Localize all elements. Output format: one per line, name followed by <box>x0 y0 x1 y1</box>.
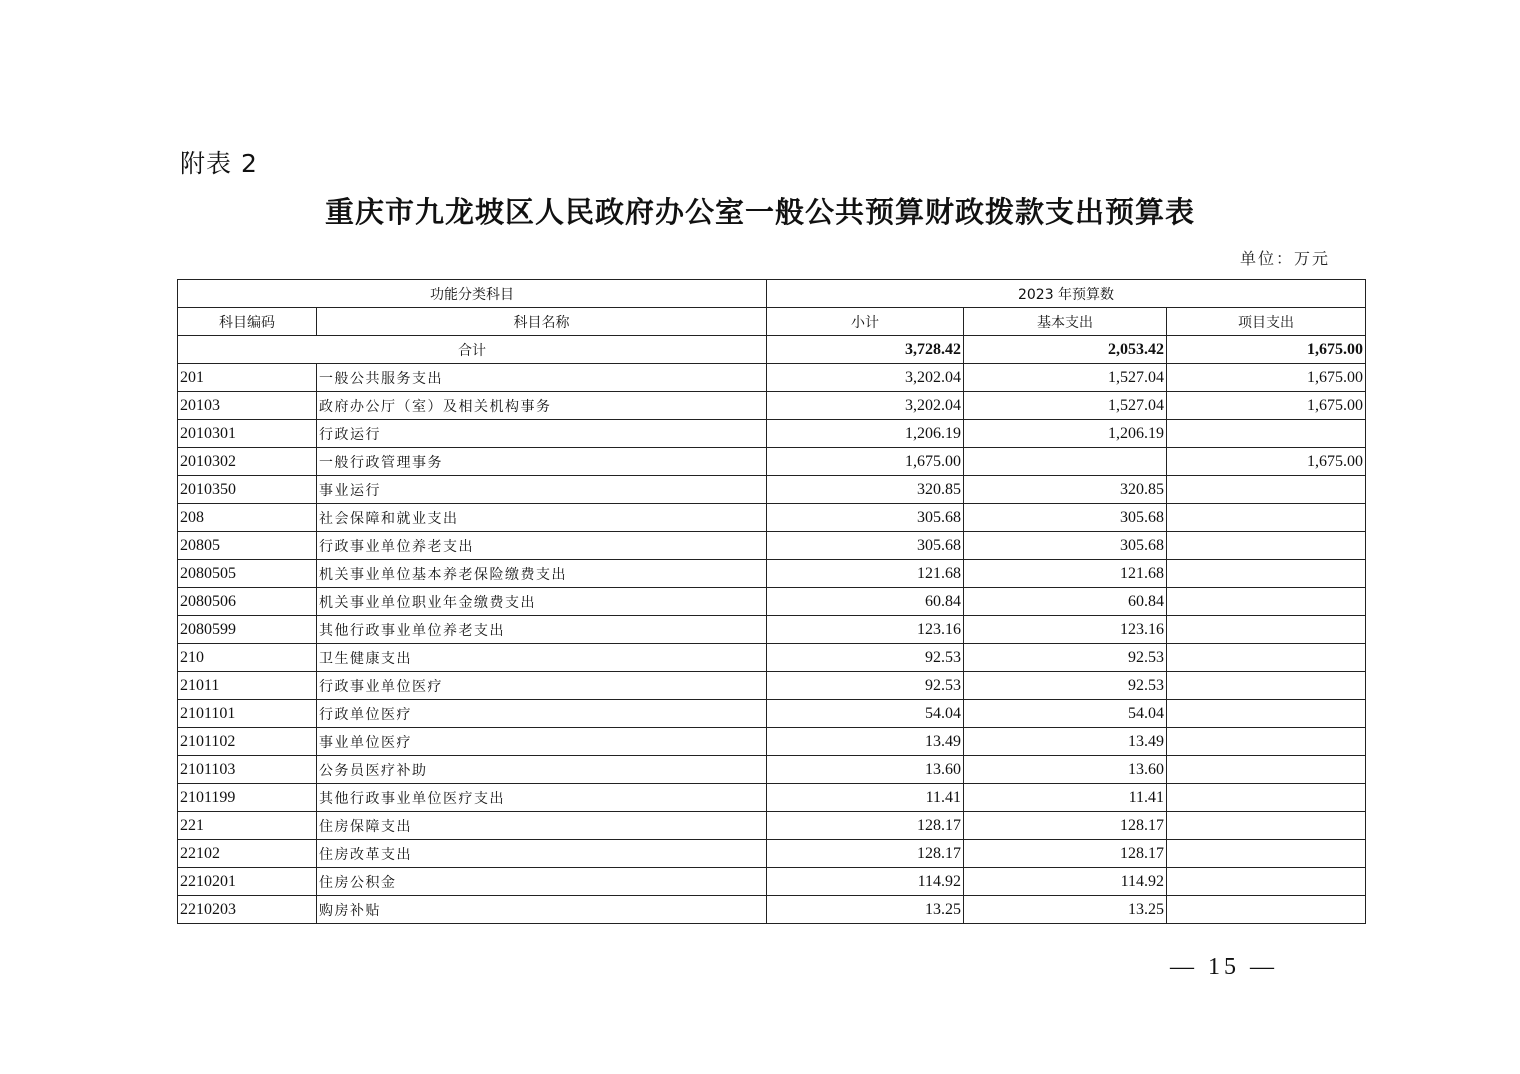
row-code: 210 <box>178 644 317 672</box>
row-basic <box>964 448 1167 476</box>
row-project <box>1167 644 1366 672</box>
table-row <box>178 644 1366 672</box>
row-project <box>1167 532 1366 560</box>
row-name: 机关事业单位基本养老保险缴费支出 <box>317 560 767 588</box>
row-project <box>1167 812 1366 840</box>
row-subtotal: 121.68 <box>767 560 964 588</box>
header-group-row <box>178 280 1366 308</box>
row-code: 2010350 <box>178 476 317 504</box>
row-project <box>1167 896 1366 924</box>
row-name: 政府办公厅（室）及相关机构事务 <box>317 392 767 420</box>
row-subtotal: 305.68 <box>767 504 964 532</box>
row-project <box>1167 420 1366 448</box>
row-subtotal: 305.68 <box>767 532 964 560</box>
table-row <box>178 420 1366 448</box>
row-code: 2101199 <box>178 784 317 812</box>
row-subtotal: 114.92 <box>767 868 964 896</box>
row-subtotal: 92.53 <box>767 644 964 672</box>
row-name: 住房保障支出 <box>317 812 767 840</box>
header-project: 项目支出 <box>1167 308 1366 336</box>
total-basic: 2,053.42 <box>964 336 1167 364</box>
row-project: 1,675.00 <box>1167 448 1366 476</box>
row-code: 2101101 <box>178 700 317 728</box>
row-subtotal: 128.17 <box>767 812 964 840</box>
row-name: 行政运行 <box>317 420 767 448</box>
row-subtotal: 60.84 <box>767 588 964 616</box>
row-project: 1,675.00 <box>1167 364 1366 392</box>
header-budget-2023: 2023 年预算数 <box>767 280 1366 308</box>
table-row <box>178 392 1366 420</box>
row-name: 一般行政管理事务 <box>317 448 767 476</box>
row-name: 行政单位医疗 <box>317 700 767 728</box>
row-project: 1,675.00 <box>1167 392 1366 420</box>
row-basic: 305.68 <box>964 532 1167 560</box>
row-name: 其他行政事业单位养老支出 <box>317 616 767 644</box>
total-subtotal: 3,728.42 <box>767 336 964 364</box>
row-name: 卫生健康支出 <box>317 644 767 672</box>
row-name: 购房补贴 <box>317 896 767 924</box>
table-row <box>178 448 1366 476</box>
row-basic: 13.49 <box>964 728 1167 756</box>
row-basic: 13.60 <box>964 756 1167 784</box>
row-name: 社会保障和就业支出 <box>317 504 767 532</box>
table-row <box>178 728 1366 756</box>
row-code: 2010302 <box>178 448 317 476</box>
table-body <box>178 364 1366 924</box>
row-name: 行政事业单位医疗 <box>317 672 767 700</box>
row-project <box>1167 840 1366 868</box>
row-basic: 320.85 <box>964 476 1167 504</box>
row-subtotal: 3,202.04 <box>767 364 964 392</box>
row-basic: 11.41 <box>964 784 1167 812</box>
row-code: 2080506 <box>178 588 317 616</box>
table-row <box>178 896 1366 924</box>
table-row <box>178 588 1366 616</box>
header-basic: 基本支出 <box>964 308 1167 336</box>
row-code: 201 <box>178 364 317 392</box>
row-name: 行政事业单位养老支出 <box>317 532 767 560</box>
table-row <box>178 784 1366 812</box>
row-project <box>1167 784 1366 812</box>
appendix-label: 附表 2 <box>180 149 258 178</box>
row-subtotal: 11.41 <box>767 784 964 812</box>
row-basic: 92.53 <box>964 644 1167 672</box>
row-code: 2010301 <box>178 420 317 448</box>
row-name: 机关事业单位职业年金缴费支出 <box>317 588 767 616</box>
row-code: 208 <box>178 504 317 532</box>
row-code: 2210201 <box>178 868 317 896</box>
row-code: 2080599 <box>178 616 317 644</box>
row-subtotal: 1,206.19 <box>767 420 964 448</box>
header-code: 科目编码 <box>178 308 317 336</box>
row-subtotal: 3,202.04 <box>767 392 964 420</box>
row-subtotal: 13.49 <box>767 728 964 756</box>
row-project <box>1167 728 1366 756</box>
row-subtotal: 123.16 <box>767 616 964 644</box>
row-subtotal: 128.17 <box>767 840 964 868</box>
row-basic: 305.68 <box>964 504 1167 532</box>
table-row <box>178 364 1366 392</box>
row-basic: 1,527.04 <box>964 364 1167 392</box>
row-project <box>1167 672 1366 700</box>
row-basic: 1,206.19 <box>964 420 1167 448</box>
row-name: 公务员医疗补助 <box>317 756 767 784</box>
row-basic: 54.04 <box>964 700 1167 728</box>
table-row <box>178 700 1366 728</box>
row-code: 22102 <box>178 840 317 868</box>
row-name: 住房改革支出 <box>317 840 767 868</box>
header-name: 科目名称 <box>317 308 767 336</box>
row-project <box>1167 504 1366 532</box>
row-name: 事业运行 <box>317 476 767 504</box>
row-code: 21011 <box>178 672 317 700</box>
header-function-category: 功能分类科目 <box>178 280 767 308</box>
table-row <box>178 616 1366 644</box>
row-basic: 92.53 <box>964 672 1167 700</box>
row-subtotal: 320.85 <box>767 476 964 504</box>
row-code: 2101102 <box>178 728 317 756</box>
row-basic: 60.84 <box>964 588 1167 616</box>
table-row <box>178 672 1366 700</box>
row-code: 2080505 <box>178 560 317 588</box>
row-code: 2210203 <box>178 896 317 924</box>
total-project: 1,675.00 <box>1167 336 1366 364</box>
table-row <box>178 840 1366 868</box>
row-basic: 128.17 <box>964 812 1167 840</box>
row-project <box>1167 868 1366 896</box>
row-subtotal: 13.25 <box>767 896 964 924</box>
row-basic: 121.68 <box>964 560 1167 588</box>
row-basic: 123.16 <box>964 616 1167 644</box>
row-basic: 128.17 <box>964 840 1167 868</box>
row-code: 221 <box>178 812 317 840</box>
row-project <box>1167 700 1366 728</box>
header-column-row <box>178 308 1366 336</box>
unit-label: 单位：万元 <box>1239 249 1330 268</box>
row-name: 住房公积金 <box>317 868 767 896</box>
header-subtotal: 小计 <box>767 308 964 336</box>
row-subtotal: 13.60 <box>767 756 964 784</box>
table-row <box>178 476 1366 504</box>
row-name: 其他行政事业单位医疗支出 <box>317 784 767 812</box>
page-number: — 15 — <box>1170 954 1278 980</box>
row-basic: 1,527.04 <box>964 392 1167 420</box>
row-project <box>1167 476 1366 504</box>
row-project <box>1167 756 1366 784</box>
total-row <box>178 336 1366 364</box>
row-name: 一般公共服务支出 <box>317 364 767 392</box>
row-project <box>1167 588 1366 616</box>
table-row <box>178 756 1366 784</box>
row-project <box>1167 560 1366 588</box>
row-project <box>1167 616 1366 644</box>
row-basic: 114.92 <box>964 868 1167 896</box>
table-row <box>178 868 1366 896</box>
row-subtotal: 54.04 <box>767 700 964 728</box>
table-row <box>178 560 1366 588</box>
total-label: 合计 <box>178 336 767 364</box>
row-code: 20103 <box>178 392 317 420</box>
row-name: 事业单位医疗 <box>317 728 767 756</box>
document-title: 重庆市九龙坡区人民政府办公室一般公共预算财政拨款支出预算表 <box>324 195 1195 229</box>
row-basic: 13.25 <box>964 896 1167 924</box>
table-row <box>178 812 1366 840</box>
table-row <box>178 532 1366 560</box>
budget-table <box>177 279 1366 924</box>
row-subtotal: 92.53 <box>767 672 964 700</box>
row-code: 20805 <box>178 532 317 560</box>
table-row <box>178 504 1366 532</box>
row-subtotal: 1,675.00 <box>767 448 964 476</box>
row-code: 2101103 <box>178 756 317 784</box>
